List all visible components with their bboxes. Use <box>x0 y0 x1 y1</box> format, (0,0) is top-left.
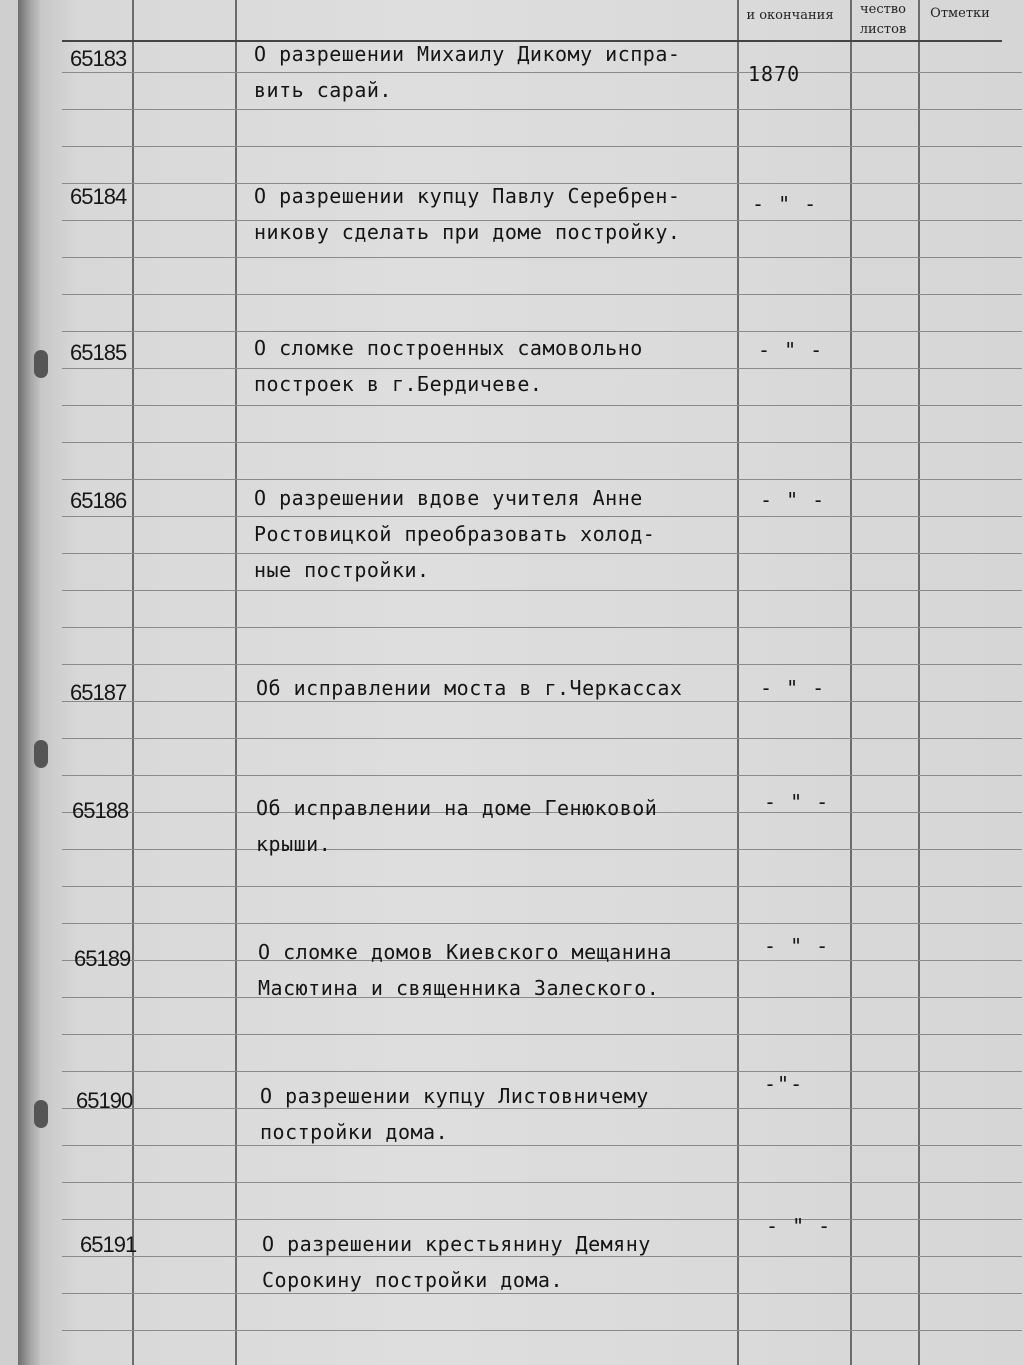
column-rule <box>850 0 852 1365</box>
header-sheets-line2: листов <box>859 22 907 37</box>
row-title: О сломке построенных самовольно построек в г.Бердичеве. <box>254 336 643 396</box>
row-rule <box>62 405 1022 406</box>
row-rule <box>62 1182 1022 1183</box>
row-rule <box>62 109 1022 110</box>
column-rule <box>132 0 134 1365</box>
row-date: - " - <box>766 1214 832 1238</box>
header-notes: Отметки <box>930 6 990 21</box>
row-number: 65186 <box>70 488 127 513</box>
row-date: - " - <box>764 934 830 958</box>
row-number: 65191 <box>80 1232 137 1257</box>
row-rule <box>62 294 1022 295</box>
row-number: 65183 <box>70 46 127 71</box>
row-date: - " - <box>764 790 830 814</box>
row-rule <box>62 146 1022 147</box>
row-number: 65184 <box>70 184 127 209</box>
header-dates: и окончания <box>746 8 834 23</box>
column-rule <box>918 0 920 1365</box>
row-rule <box>62 627 1022 628</box>
row-title: О разрешении купцу Листовничему постройки дома. <box>260 1084 649 1144</box>
row-date: - " - <box>752 192 818 216</box>
row-rule <box>62 664 1022 665</box>
row-title: О разрешении купцу Павлу Серебрен- никову сделать при доме постройку. <box>254 184 681 244</box>
row-number: 65185 <box>70 340 127 365</box>
row-rule <box>62 1330 1022 1331</box>
row-rule <box>62 738 1022 739</box>
column-rule <box>235 0 237 1365</box>
row-date: - " - <box>760 488 826 512</box>
row-number: 65189 <box>74 946 131 971</box>
row-rule <box>62 923 1022 924</box>
row-date: - " - <box>758 338 824 362</box>
row-title: Об исправлении моста в г.Черкассах <box>256 676 683 700</box>
row-title: О разрешении вдове учителя Анне Ростовицкой преобразовать холод- ные постройки. <box>254 486 656 582</box>
row-title: О разрешении Михаилу Дикому испра- вить сарай. <box>254 42 681 102</box>
row-rule <box>62 1219 1022 1220</box>
row-rule <box>62 1071 1022 1072</box>
row-number: 65188 <box>72 798 129 823</box>
row-number: 65190 <box>76 1088 133 1113</box>
row-rule <box>62 590 1022 591</box>
row-title: Об исправлении на доме Генюковой крыши. <box>256 796 658 856</box>
row-date: 1870 <box>748 62 801 86</box>
row-date: -"- <box>764 1072 804 1096</box>
row-title: О сломке домов Киевского мещанина Масютина и священника Залеского. <box>258 940 672 1000</box>
row-rule <box>62 442 1022 443</box>
row-rule <box>62 775 1022 776</box>
row-number: 65187 <box>70 680 127 705</box>
row-title: О разрешении крестьянину Демяну Сорокину постройки дома. <box>262 1232 651 1292</box>
row-rule <box>62 1034 1022 1035</box>
header-sheets-line1: чество <box>860 2 906 17</box>
row-date: - " - <box>760 676 826 700</box>
row-rule <box>62 886 1022 887</box>
row-rule <box>62 257 1022 258</box>
